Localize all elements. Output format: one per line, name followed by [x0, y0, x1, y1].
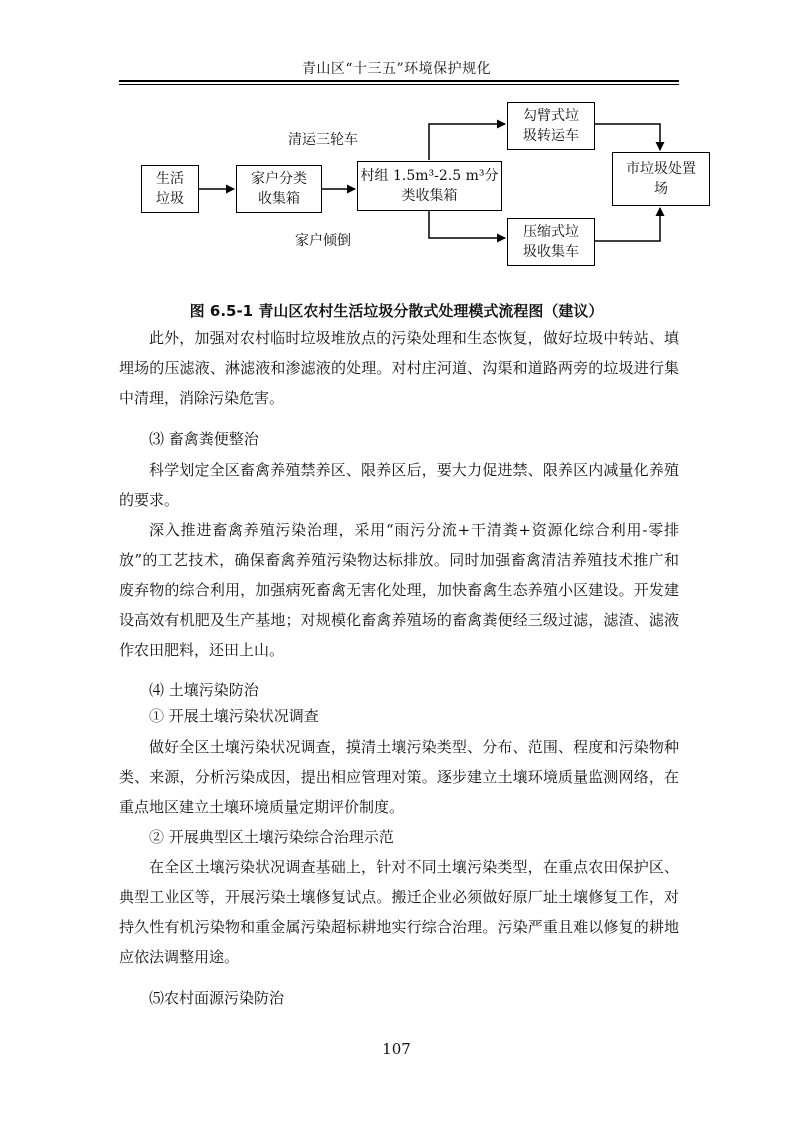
flowchart-connectors [0, 0, 793, 300]
running-header: 青山区“十三五”环境保护规化 [301, 61, 492, 77]
paragraph-waste-sites: 此外，加强对农村临时垃圾堆放点的污染处理和生态恢复，做好垃圾中转站、填埋场的压滤液、淋滤液和渗滤液的处理。对村庄河道、沟渠和道路两旁的垃圾进行集中清理，消除污染危害。 [119, 329, 679, 407]
section-heading-livestock: ⑶ 畜禽粪便整治 [149, 430, 259, 448]
paragraph-livestock-treatment: 深入推进畜禽养殖污染治理，采用“雨污分流+干清粪+资源化综合利用-零排放”的工艺技术，确保畜禽养殖污染物达标排放。同时加强畜禽清洁养殖技术推广和废弃物的综合利用，加强病死畜禽无害化处理，加快畜禽生态养殖小区建设。开发建设高效有机肥及生产基地；对规模化畜禽养殖场的畜禽粪便经三级过滤，滤渣、滤液作农田肥料，还田上山。 [119, 521, 679, 659]
paragraph-livestock-zoning: 科学划定全区畜禽养殖禁养区、限养区后，要大力促进禁、限养区内减量化养殖的要求。 [119, 461, 679, 509]
box-village-collection-bin: 村组 1.5m³-2.5 m³分 类收集箱 [357, 161, 502, 211]
paragraph-soil-survey: 做好全区土壤污染状况调查，摸清土壤污染类型、分布、范围、程度和污染物种类、来源，分析污染成因，提出相应管理对策。逐步建立土壤环境质量监测网络，在重点地区建立土壤环境质量定期评价制度。 [119, 738, 679, 816]
box-hook-arm-truck: 勾臂式垃 圾转运车 [507, 102, 595, 150]
section-heading-rural-pollution: ⑸农村面源污染防治 [149, 989, 285, 1007]
arrow-village-bin-to-compression-truck [429, 210, 505, 238]
box-household-sorting-bin: 家户分类 收集箱 [236, 165, 322, 213]
section-heading-soil: ⑷ 土壤污染防治 [149, 681, 259, 699]
arrow-village-bin-to-hook-arm-truck [429, 124, 505, 160]
page-number: 107 [382, 1040, 411, 1058]
arrow-compression-truck-to-city-facility [595, 208, 660, 241]
figure-caption: 图 6.5-1 青山区农村生活垃圾分散式处理模式流程图（建议） [189, 302, 604, 320]
label-tricycle: 清运三轮车 [288, 132, 358, 148]
box-compression-truck: 压缩式垃 圾收集车 [507, 218, 595, 266]
box-city-waste-facility: 市垃圾处置 场 [612, 152, 710, 206]
subheading-soil-survey: ① 开展土壤污染状况调查 [149, 707, 319, 725]
paragraph-soil-remediation: 在全区土壤污染状况调查基础上，针对不同土壤污染类型，在重点农田保护区、典型工业区等，开展污染土壤修复试点。搬迁企业必须做好原厂址土壤修复工作，对持久性有机污染物和重金属污染超标耕地实行综合治理。污染严重且难以修复的耕地应依法调整用途。 [119, 858, 679, 966]
arrow-hook-arm-truck-to-city-facility [595, 124, 660, 150]
subheading-soil-demo: ② 开展典型区土壤污染综合治理示范 [149, 828, 394, 846]
label-household-dump: 家户倾倒 [295, 233, 351, 249]
box-household-waste: 生活 垃圾 [141, 165, 199, 213]
